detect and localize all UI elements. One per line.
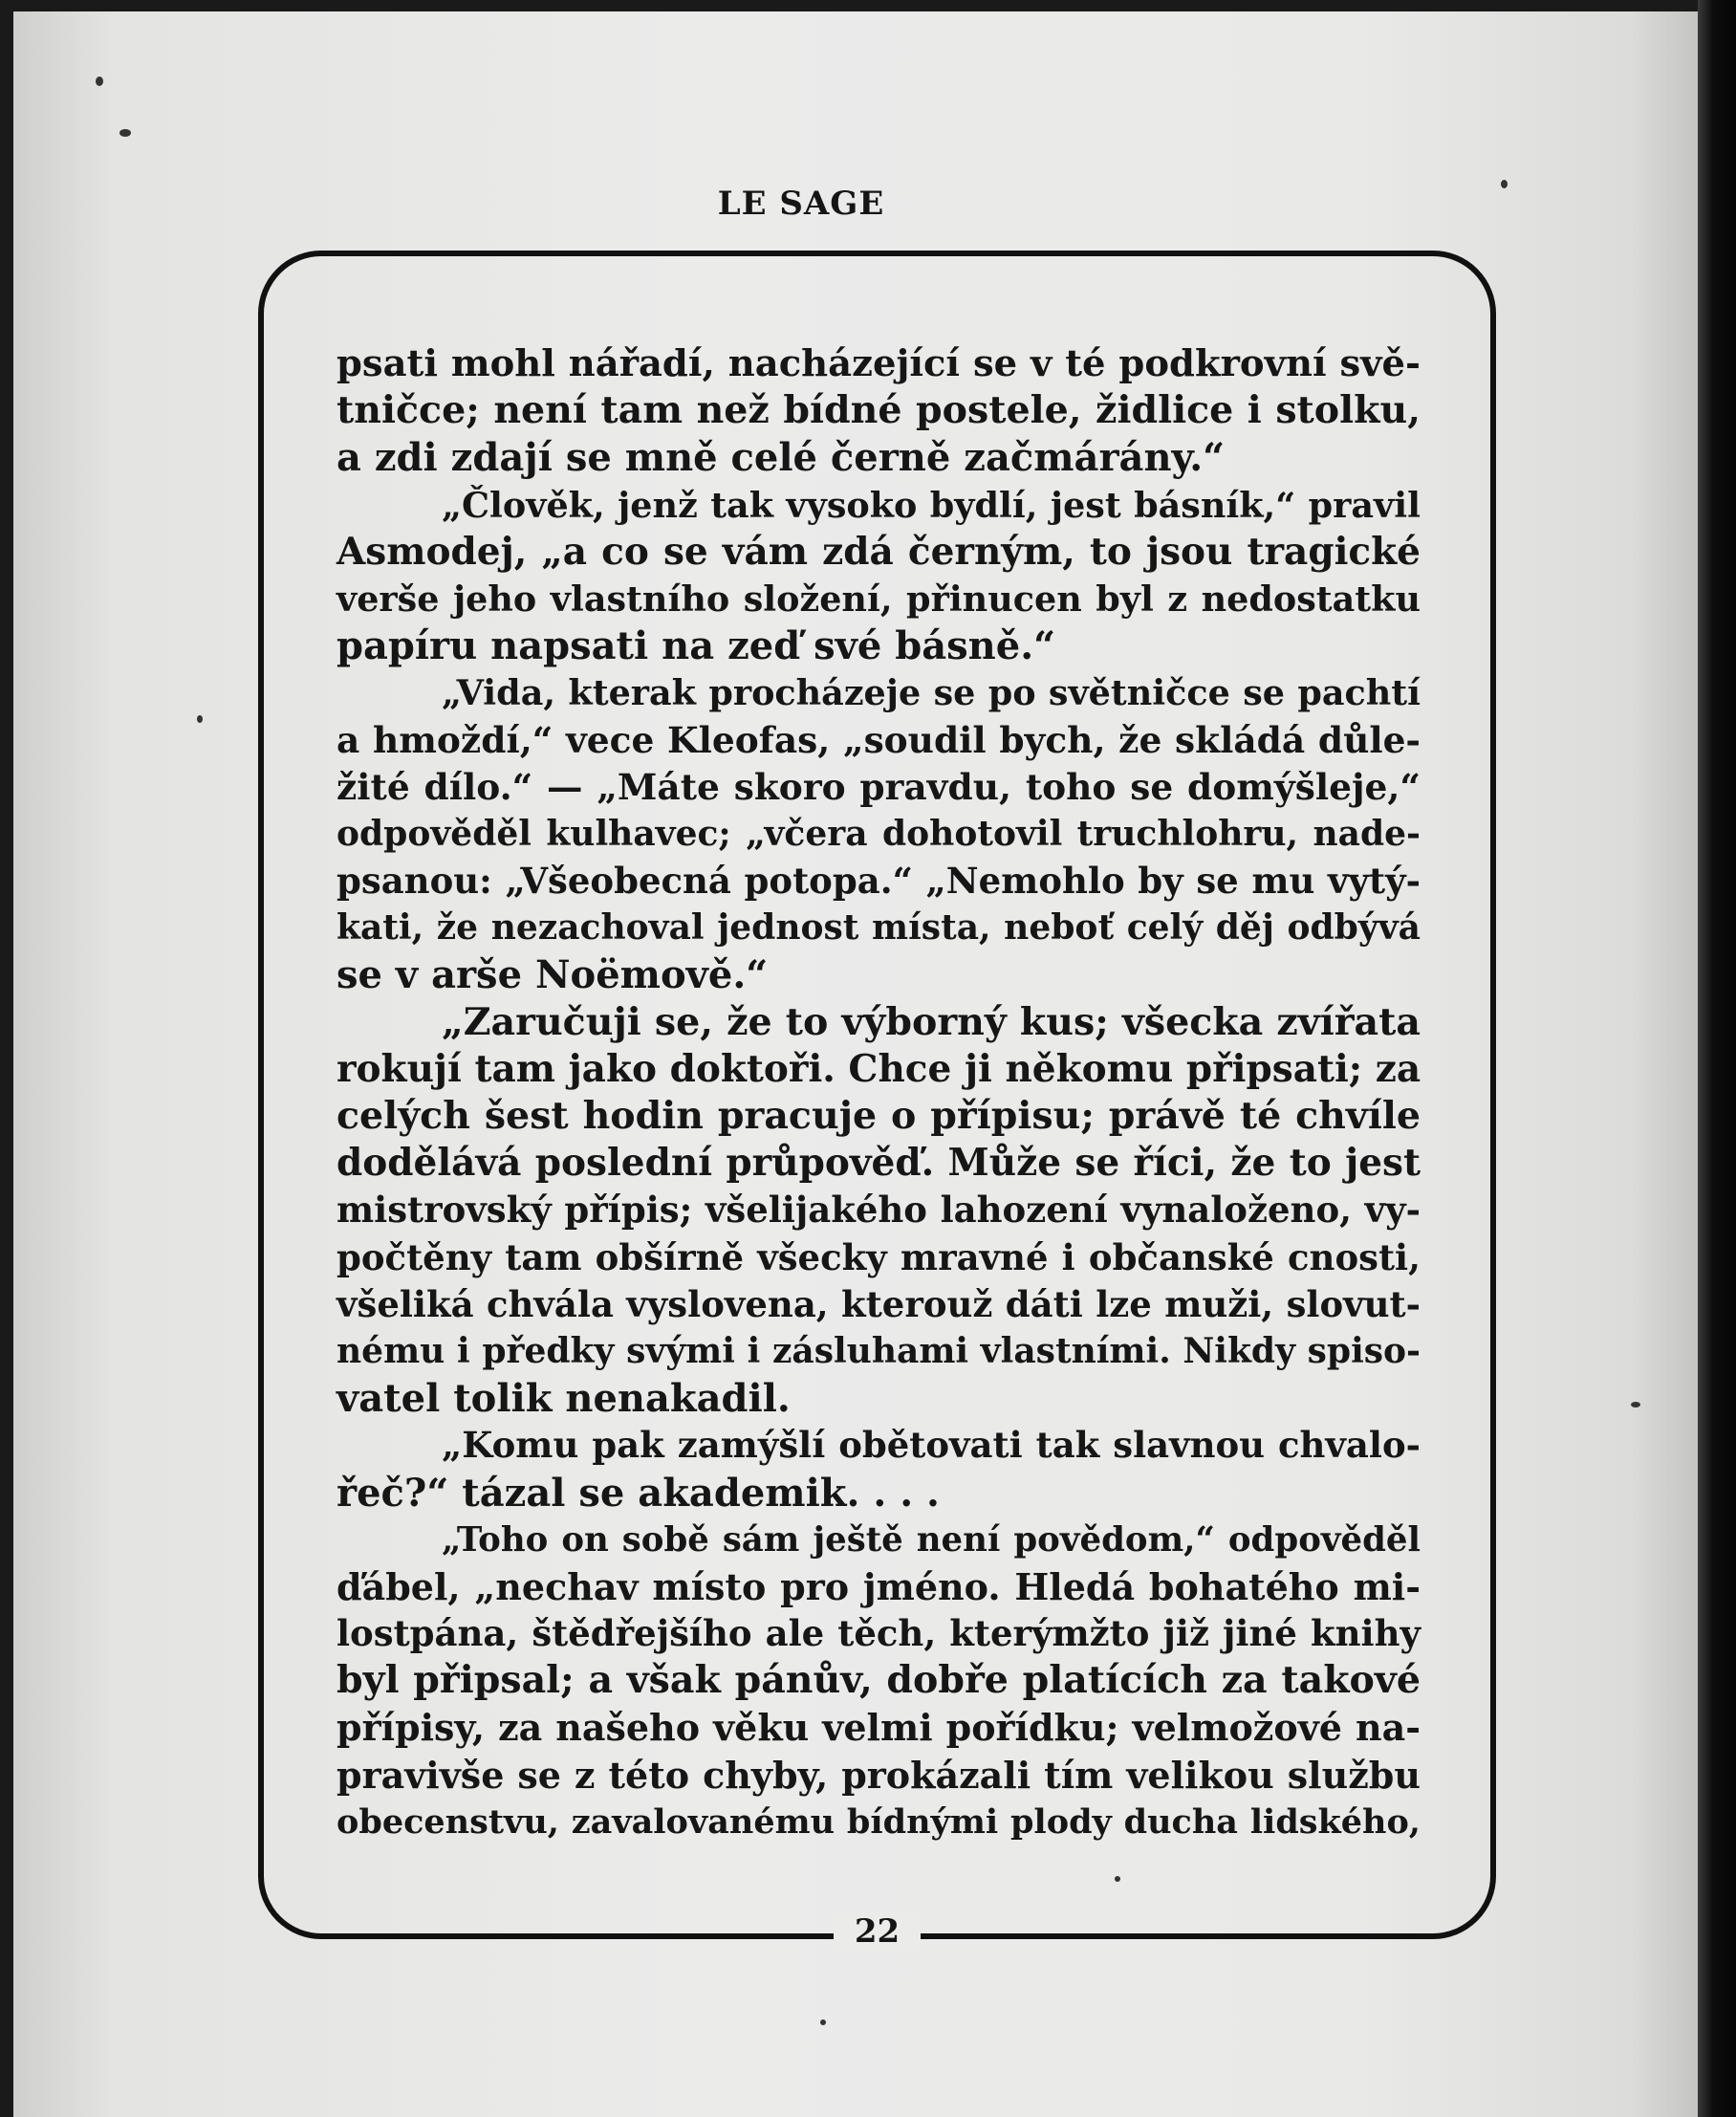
text-line: psanou: „Všeobecná potopa.“ „Nemohlo by se mu vytý- <box>336 860 1421 903</box>
dust-speck <box>197 715 203 723</box>
text-line: a zdi zdají se mně celé černě začmárány.“ <box>336 435 1226 481</box>
body-text <box>336 340 1421 1845</box>
text-line: celých šest hodin pracuje o přípisu; právě té chvíle <box>336 1094 1421 1138</box>
text-line: počtěny tam obšírně všecky mravné i občanské cnosti, <box>336 1235 1421 1278</box>
dust-speck <box>119 129 131 137</box>
text-line: nému i předky svými i zásluhami vlastními. Nikdy spiso- <box>336 1330 1421 1371</box>
text-line: přípisy, za našeho věku velmi pořídku; velmožové na- <box>336 1706 1421 1750</box>
text-line: „Zaručuji se, že to výborný kus; všecka zvířata <box>442 999 1421 1044</box>
text-line: obecenstvu, zavalovanému bídnými plody ducha lidského, <box>336 1801 1421 1842</box>
text-line: všeliká chvála vyslovena, kterouž dáti lze muži, slovut- <box>336 1282 1421 1325</box>
text-line: byl připsal; a však pánův, dobře platících za takové <box>336 1658 1421 1703</box>
footer <box>258 1912 1496 1970</box>
text-line: kati, že nezachoval jednost místa, neboť celý děj odbývá <box>336 907 1421 949</box>
text-line: mistrovský přípis; všelijakého lahození vynaloženo, vy- <box>336 1189 1421 1232</box>
text-line: odpověděl kulhavec; „včera dohotovil truchlohru, nade- <box>336 813 1421 854</box>
text-line: „Toho on sobě sám ještě není povědom,“ odpověděl <box>442 1519 1421 1560</box>
book-edge-shadow <box>1698 0 1736 2117</box>
text-line: tničce; není tam než bídné postele, židlice i stolku, <box>336 388 1421 433</box>
text-line: a hmoždí,“ vece Kleofas, „soudil bych, že skládá důle- <box>336 718 1421 761</box>
running-head: LE SAGE <box>717 185 885 223</box>
text-line: pravivše se z této chyby, prokázali tím velikou službu <box>336 1753 1421 1797</box>
text-line: vatel tolik nenakadil. <box>336 1376 791 1422</box>
text-line: se v arše Noëmově.“ <box>336 952 769 998</box>
text-line: „Člověk, jenž tak vysoko bydlí, jest básník,“ pravil <box>442 484 1421 526</box>
page-number-wrap <box>258 1912 1496 1951</box>
text-line: řeč?“ tázal se akademik. . . . <box>336 1470 940 1516</box>
text-line: psati mohl nářadí, nacházející se v té podkrovní svě- <box>336 342 1421 385</box>
text-line: verše jeho vlastního složení, přinucen byl z nedostatku <box>336 578 1421 620</box>
text-line: lostpána, štědřejšího ale těch, kterýmžto již jiné knihy <box>336 1612 1421 1655</box>
text-line: žité dílo.“ — „Máte skoro pravdu, toho se domýšleje,“ <box>336 765 1421 808</box>
dust-speck <box>96 76 103 86</box>
text-line: dodělává poslední průpověď. Může se říci, že to jest <box>336 1141 1421 1186</box>
text-line: papíru napsati na zeď své básně.“ <box>336 623 1056 669</box>
page-number: 22 <box>834 1912 921 1951</box>
text-line: rokují tam jako doktoři. Chce ji někomu připsati; za <box>336 1046 1421 1091</box>
text-line: „Komu pak zamýšlí obětovati tak slavnou chvalo- <box>442 1424 1421 1467</box>
dust-speck <box>1631 1402 1640 1408</box>
text-line: „Vida, kterak procházeje se po světničce se pachtí <box>442 672 1421 714</box>
text-line: Asmodej, „a co se vám zdá černým, to jsou tragické <box>336 529 1421 574</box>
text-line: ďábel, „nechav místo pro jméno. Hledá bohatého mi- <box>336 1564 1421 1608</box>
dust-speck <box>820 2019 826 2025</box>
